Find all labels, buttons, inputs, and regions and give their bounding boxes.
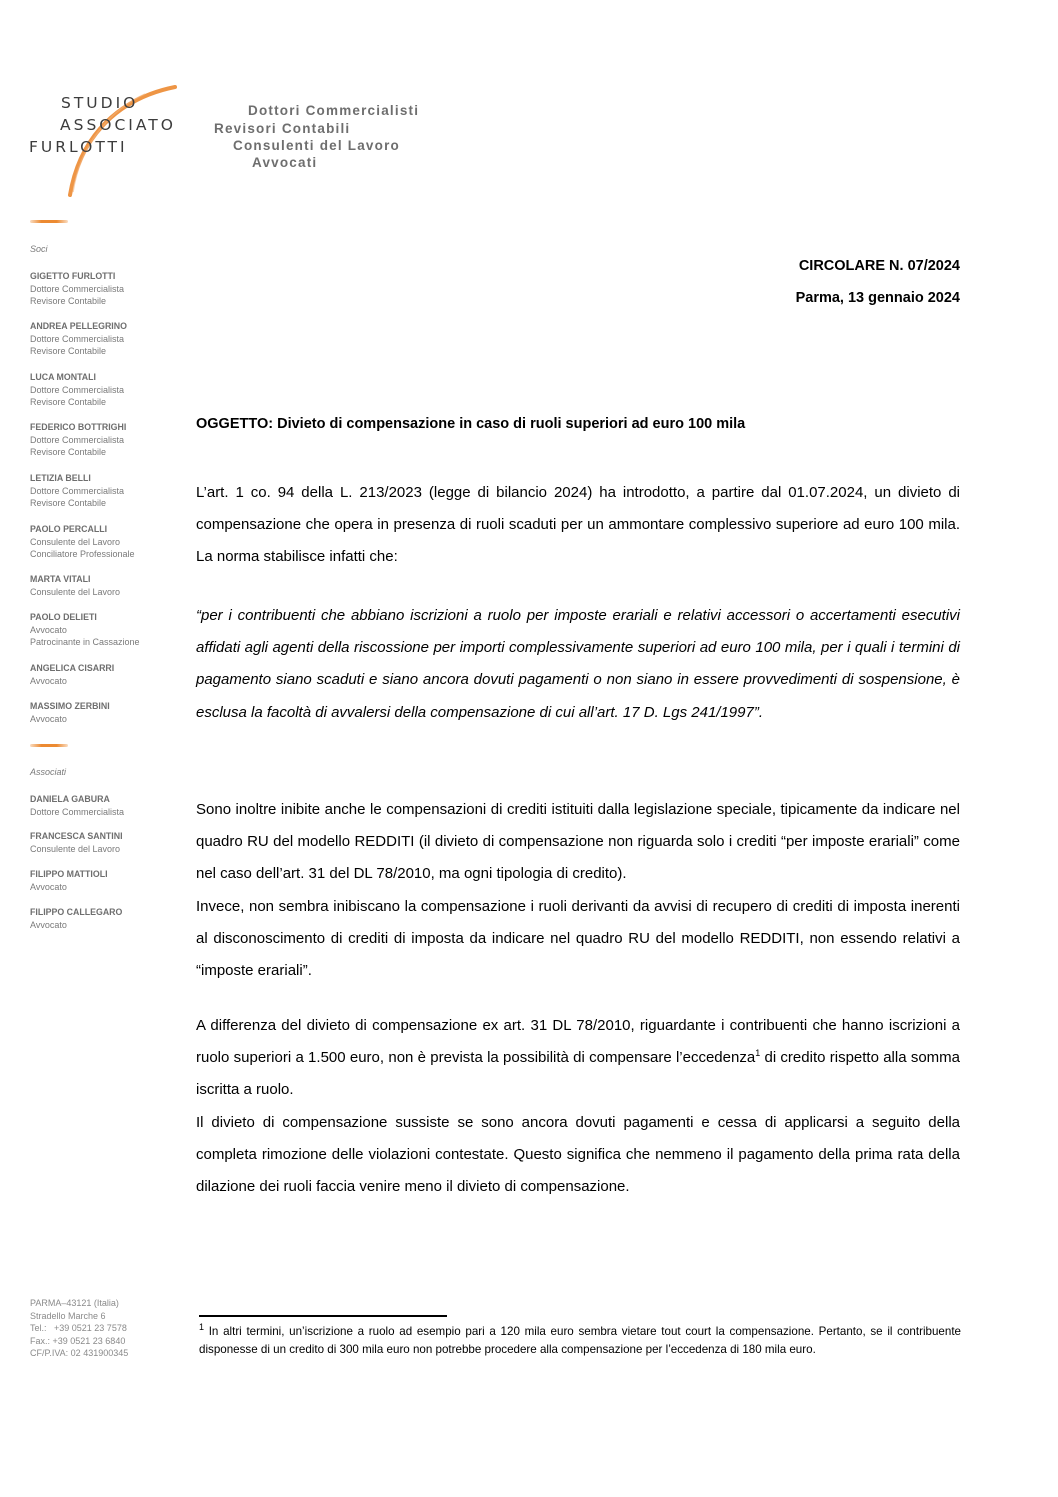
- member-entry: [30, 793, 124, 818]
- paragraph: L’art. 1 co. 94 della L. 213/2023 (legge di bilancio 2024) ha introdotto, a partire dal 01.07.2024, un divieto di compensazione che opera in presenza di ruoli scaduti per un ammontare complessivo superiore ad euro 100 mila. La norma stabilisce infatti che:: [196, 484, 960, 566]
- logo-text-furlotti: FURLOTTI: [29, 138, 128, 156]
- member-role: Revisore Contabile: [30, 498, 107, 509]
- member-name: FRANCESCA SANTINI: [30, 831, 123, 841]
- member-role: Consulente del Lavoro: [30, 843, 121, 854]
- member-role: Avvocato: [30, 919, 67, 930]
- member-entry: [30, 371, 124, 409]
- member-name: DANIELA GABURA: [30, 794, 110, 804]
- address-line: Tel.: +39 0521 23 7578: [30, 1323, 127, 1333]
- studio-logo: [25, 80, 185, 230]
- associati-label: Associati: [30, 767, 67, 777]
- member-role: Avvocato: [30, 675, 67, 686]
- member-role: Dottore Commercialista: [30, 384, 125, 395]
- member-role: Avvocato: [30, 624, 67, 635]
- circolare-number: CIRCOLARE N. 07/2024: [798, 258, 960, 274]
- member-name: PAOLO PERCALLI: [30, 524, 108, 534]
- paragraph: Sono inoltre inibite anche le compensazioni di crediti istituiti dalla legislazione speciale, tipicamente da indicare nel quadro RU del modello REDDITI (il divieto di compensazione non riguarda solo i crediti “per imposte erariali” come nel caso dell’art. 31 del DL 78/2010, ma ogni tipologia di credito).: [196, 801, 960, 883]
- address-line: Stradello Marche 6: [30, 1310, 106, 1321]
- paragraph: Il divieto di compensazione sussiste se sono ancora dovuti pagamenti e cessa di applicarsi a seguito della completa rimozione delle violazioni contestate. Questo significa che nemmeno il pagamento della prima rata della dilazione dei ruoli faccia venire meno il divieto di compensazione.: [196, 1114, 960, 1196]
- member-role: Dottore Commercialista: [30, 434, 125, 445]
- profession-line: Consulenti del Lavoro: [233, 138, 400, 153]
- member-entry: [30, 472, 124, 510]
- footnote: [199, 1323, 961, 1359]
- member-role: Consulente del Lavoro: [30, 586, 121, 597]
- member-name: ANGELICA CISARRI: [30, 663, 115, 673]
- address-line: CF/P.IVA: 02 431900345: [30, 1348, 129, 1358]
- member-entry: [30, 906, 122, 931]
- document-date: Parma, 13 gennaio 2024: [795, 290, 960, 306]
- member-role: Patrocinante in Cassazione: [30, 637, 140, 648]
- member-name: LUCA MONTALI: [30, 372, 96, 382]
- soci-label: Soci: [30, 244, 48, 254]
- member-role: Dottore Commercialista: [30, 485, 125, 496]
- member-entry: [30, 523, 135, 561]
- logo-text-associato: ASSOCIATO: [60, 116, 176, 134]
- member-name: FEDERICO BOTTRIGHI: [30, 422, 127, 432]
- member-name: MASSIMO ZERBINI: [30, 701, 110, 711]
- member-role: Dottore Commercialista: [30, 283, 125, 294]
- member-role: Revisore Contabile: [30, 447, 107, 458]
- member-entry: [30, 611, 140, 649]
- member-name: MARTA VITALI: [30, 574, 91, 584]
- member-entry: [30, 662, 114, 687]
- member-entry: [30, 573, 120, 598]
- member-role: Dottore Commercialista: [30, 806, 125, 817]
- member-name: FILIPPO MATTIOLI: [30, 869, 108, 879]
- member-entry: [30, 270, 124, 308]
- footnote-number: 1: [199, 1322, 205, 1333]
- member-name: FILIPPO CALLEGARO: [30, 907, 123, 917]
- profession-line: Dottori Commercialisti: [248, 103, 420, 118]
- footnote-text: In altri termini, un’iscrizione a ruolo ad esempio pari a 120 mila euro sembra vietare tout court la compensazione. Pertanto, se il contribuente disponesse di un credito di 300 mila euro non potrebbe procedere alla compensazione per l’eccedenza di 180 mila euro.: [199, 1325, 961, 1356]
- member-role: Revisore Contabile: [30, 397, 107, 408]
- paragraph-text: A differenza del divieto di compensazione ex art. 31 DL 78/2010, riguardante i contribuenti che hanno iscrizioni a ruolo superiori a 1.500 euro, non è prevista la possibilità di compensare l’eccedenza: [196, 1017, 960, 1067]
- member-entry: [30, 700, 110, 725]
- member-entry: [30, 421, 126, 459]
- member-role: Revisore Contabile: [30, 296, 107, 307]
- member-role: Consulente del Lavoro: [30, 536, 121, 547]
- member-entry: [30, 830, 123, 855]
- member-name: PAOLO DELIETI: [30, 612, 97, 622]
- profession-line: Revisori Contabili: [214, 121, 351, 136]
- member-name: GIGETTO FURLOTTI: [30, 271, 116, 281]
- address-line: Fax.: +39 0521 23 6840: [30, 1335, 126, 1346]
- member-role: Revisore Contabile: [30, 346, 107, 357]
- paragraph-group: [196, 794, 960, 987]
- member-name: LETIZIA BELLI: [30, 473, 91, 483]
- profession-line: Avvocati: [252, 155, 318, 170]
- orange-divider: [30, 220, 68, 223]
- orange-divider: [30, 744, 68, 747]
- member-entry: [30, 868, 108, 893]
- member-name: ANDREA PELLEGRINO: [30, 321, 127, 331]
- document-subject: OGGETTO: Divieto di compensazione in caso di ruoli superiori ad euro 100 mila: [196, 416, 746, 432]
- footnote-ref[interactable]: 1: [755, 1048, 761, 1059]
- paragraph: [196, 1010, 960, 1107]
- firm-address: [30, 1297, 128, 1360]
- address-line: PARMA–43121 (Italia): [30, 1298, 119, 1308]
- member-role: Conciliatore Professionale: [30, 549, 135, 560]
- quoted-paragraph: “per i contribuenti che abbiano iscrizioni a ruolo per imposte erariali e relativi accessori o accertamenti esecutivi affidati agli agenti della riscossione per importi complessivamente superiori ad euro 100 mila, per i quali i termini di pagamento siano scaduti e siano ancora dovuti pagamenti o non siano in essere provvedimenti di sospensione, è esclusa la facoltà di avvalersi della compensazione di cui all’art. 17 D. Lgs 241/1997”.: [196, 607, 960, 721]
- member-role: Avvocato: [30, 713, 67, 724]
- member-entry: [30, 320, 127, 358]
- paragraph: Invece, non sembra inibiscano la compensazione i ruoli derivanti da avvisi di recupero di crediti di imposta inerenti al disconoscimento di crediti di imposta da indicare nel quadro RU del modello REDDITI, non essendo relativi a “imposte erariali”.: [196, 897, 960, 980]
- footnote-separator: [199, 1315, 447, 1317]
- logo-text-studio: STUDIO: [61, 94, 139, 112]
- member-role: Avvocato: [30, 881, 67, 892]
- paragraph-text: di credito rispetto alla somma iscritta a ruolo.: [196, 1049, 961, 1099]
- member-role: Dottore Commercialista: [30, 333, 125, 344]
